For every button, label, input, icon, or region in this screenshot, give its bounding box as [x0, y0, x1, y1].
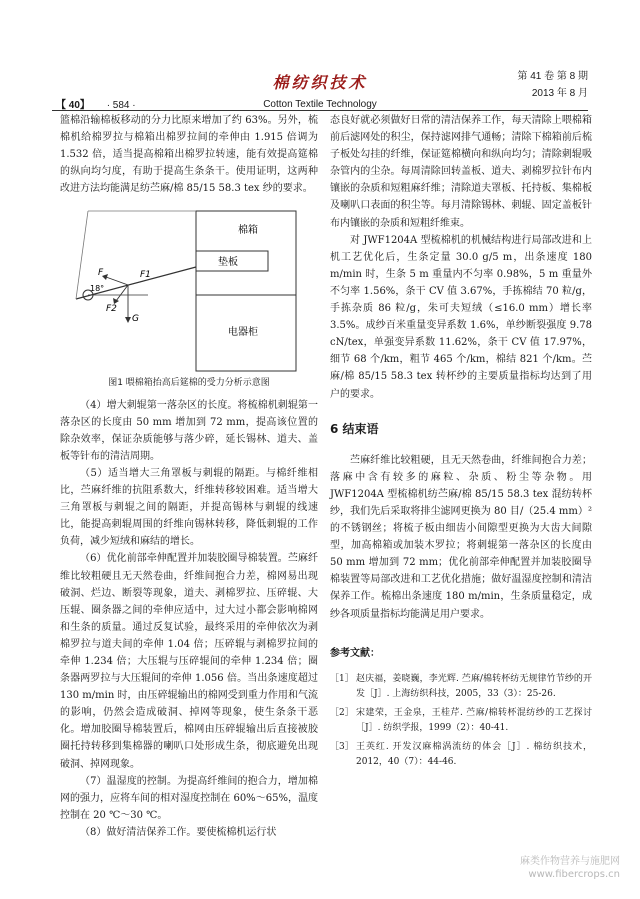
- paragraph: 苎麻纤维比较粗硬，且无天然卷曲，纤维间抱合力差；落麻中含有较多的麻粒、杂质、粉尘等杂物。用 JWF1204A 型梳棉机纺苎麻/棉 85/15 58.3 tex 混纺转杯纱，我们先后采取将排尘滤网更换为 80 目/（25.4 mm）² 的不锈钢丝；将梳子板由细齿小间隙型更换为大齿大间隙型，加高棉箱或加装木罗拉；将刺辊第一落杂区的长度由 50 mm 增加到 72 mm；优化前部牵伸配置并加装胶圈导棉装置等局部改进和工艺优化措施；做好温湿度控制和清洁保养工作。梳棉出条速度 180 m/min，生条质量稳定，成纱各项质量指标均能满足用户要求。: [330, 454, 592, 620]
- reference-number: ［3］: [330, 741, 354, 752]
- figure-caption: 图1 喂棉箱抬高后筵棉的受力分析示意图: [108, 378, 270, 389]
- left-guide: [76, 211, 88, 299]
- reference-number: ［1］: [330, 673, 354, 684]
- label-cabinet: 电器柜: [228, 327, 258, 339]
- paragraph: 对 JWF1204A 型梳棉机的机械结构进行局部改进和上机工艺优化后，生条定量 30.0 g/5 m，出条速度 180 m/min 时，生条 5 m 重量内不匀率 0.98%，5 m 重量外不匀率 1.56%，条干 CV 值 3.67%，手拣棉结 70 粒/g，手拣杂质 86 粒/g，朱可夫短绒（≤16.0 mm）增长率 3.5%。成纱百米重量变异系数 1.6%，单纱断裂强度 9.78 cN/tex，单强变异系数 11.62%，条干 CV 值 17.97%，细节 68 个/km，粗节 465 个/km，棉结 821 个/km。苎麻/棉 85/15 58.3 tex 转杯纱的主要质量指标均达到了用户的要求。: [330, 234, 592, 400]
- section-heading: 6 结束语: [330, 421, 379, 436]
- force-diagram: [68, 203, 308, 373]
- f-arrow: [106, 277, 128, 285]
- reference-text: 宋建荣，王金泉，王桂芹. 苎麻/棉转杯混纺纱的工艺探讨［J］. 纺织学报，1999（2）：40-41.: [356, 707, 592, 733]
- journal-english-title: Cotton Textile Technology: [263, 99, 377, 110]
- label-angle: 18°: [90, 284, 105, 294]
- label-F2: F2: [106, 304, 117, 315]
- label-F1: F1: [140, 270, 151, 281]
- journal-logo: 棉纺织技术: [272, 73, 368, 92]
- watermark-line1: 麻类作物营养与施肥网: [520, 856, 620, 867]
- gravity-arrowhead: [125, 317, 131, 323]
- volume-issue: 第 41 卷 第 8 期: [517, 71, 588, 82]
- f1-arrow: [128, 281, 144, 285]
- label-F: F: [98, 268, 104, 279]
- reference-item: [330, 672, 592, 702]
- label-pad: 垫板: [218, 257, 238, 269]
- paragraph: （8）做好清洁保养工作。要使梳棉机运行状: [80, 826, 277, 838]
- figure-1: [68, 203, 308, 373]
- paragraph: （4）增大刺辊第一落杂区的长度。将梳棉机刺辊第一落杂区的长度由 50 mm 增加到 72 mm，提高该位置的除杂效率，保证杂质能够与落少碎，延长锡林、道夫、盖板等针布的清洁周期。: [60, 399, 318, 462]
- page-number: · 584 ·: [106, 100, 136, 111]
- issue-date: 2013 年 8 月: [531, 88, 588, 99]
- paragraph: （6）优化前部牵伸配置并加装胶圈导棉装置。苎麻纤维比较粗硬且无天然卷曲，纤维间抱合力差，棉网易出现破洞、烂边、断裂等现象，道夫、剥棉罗拉、压碎辊、大压辊、圈条器之间的牵伸应适中，过大过小都会影响棉网和生条的质量。通过反复试验，最终采用的牵伸依次为剥棉罗拉与道夫间的牵伸 1.04 倍；压碎辊与剥棉罗拉间的牵伸 1.234 倍；大压辊与压碎辊间的牵伸 1.234 倍；圈条器两罗拉与大压辊间的牵伸 1.056 倍。当出条速度超过 130 m/min 时，由压碎辊输出的棉网受到重力作用和气流的影响，仍然会造成破洞、掉网等现象，使生条条干恶化。增加胶圈导棉装置后，棉网由压碎辊输出后直接被胶圈托持转移到集棉器的喇叭口处形成生条，彻底避免出现破洞、掉网现象。: [60, 553, 318, 770]
- paragraph: 态良好就必须做好日常的清洁保养工作，每天清除上喂棉箱前后滤网处的积尘，保持滤网排气通畅；清除下棉箱前后梳子板处勾挂的纤维，保证筵棉横向和纵向均匀；清除刺辊吸杂管内的尘杂。每周清除回转盖板、道夫、剥棉罗拉针布内镶嵌的杂质和短粗麻纤维；清除道夫罩板、托持板、集棉板及喇叭口表面的积尘等。每月清除锡林、刺辊、固定盖板针布内镶嵌的杂质和短粗纤维束。: [330, 115, 592, 229]
- reference-text: 王英红. 开发汉麻棉涡流纺的体会［J］. 棉纺织技术，2012，40（7）：44-46.: [356, 741, 592, 767]
- right-column: [330, 112, 592, 774]
- label-G: G: [132, 314, 139, 325]
- running-header-right: [517, 68, 588, 102]
- reference-item: [330, 706, 592, 736]
- watermark-line2: www.fibercrops.cn: [528, 869, 620, 880]
- reference-text: 赵庆福，姜晓巍，李光辉. 苎麻/棉转杯纺无规律竹节纱的开发［J］. 上海纺织科技，2005，33（3）：25-26.: [356, 673, 592, 699]
- header-rule: [52, 110, 588, 111]
- paragraph: 篮棉沿输棉板移动的分力比原来增加了约 63%。另外，梳棉机给棉罗拉与棉箱出棉罗拉间的牵伸由 1.915 倍调为 1.532 倍，适当提高棉箱出棉罗拉转速，能有效提高筵棉的纵向均匀度，有助于提高生条条干。使用证明，这两种改进方法均能满足纺苎麻/棉 85/15 58.3 tex 纱的要求。: [60, 115, 318, 195]
- paragraph: （5）适当增大三角罩板与刺辊的隔距。与棉纤维相比，苎麻纤维的抗阻系数大，纤维转移较困难。适当增大三角罩板与刺辊之间的隔距，并提高锡林与刺辊的线速比，能提高刺辊周围的纤维向锡林转移，降低刺辊的工作负荷，减少短绒和麻结的增长。: [60, 467, 318, 548]
- left-column: [60, 112, 318, 841]
- reference-item: [330, 740, 592, 770]
- paragraph: （7）温湿度的控制。为提高纤维间的抱合力，增加棉网的强力，应将车间的相对湿度控制在 60%～65%，温度控制在 20 ℃～30 ℃。: [60, 775, 318, 821]
- references-heading: 参考文献：: [330, 647, 380, 659]
- page-bracket: 【 40】: [56, 100, 90, 111]
- reference-list: [330, 672, 592, 770]
- reference-number: ［2］: [330, 707, 354, 718]
- label-box: 棉箱: [238, 225, 258, 237]
- site-watermark: [520, 855, 620, 881]
